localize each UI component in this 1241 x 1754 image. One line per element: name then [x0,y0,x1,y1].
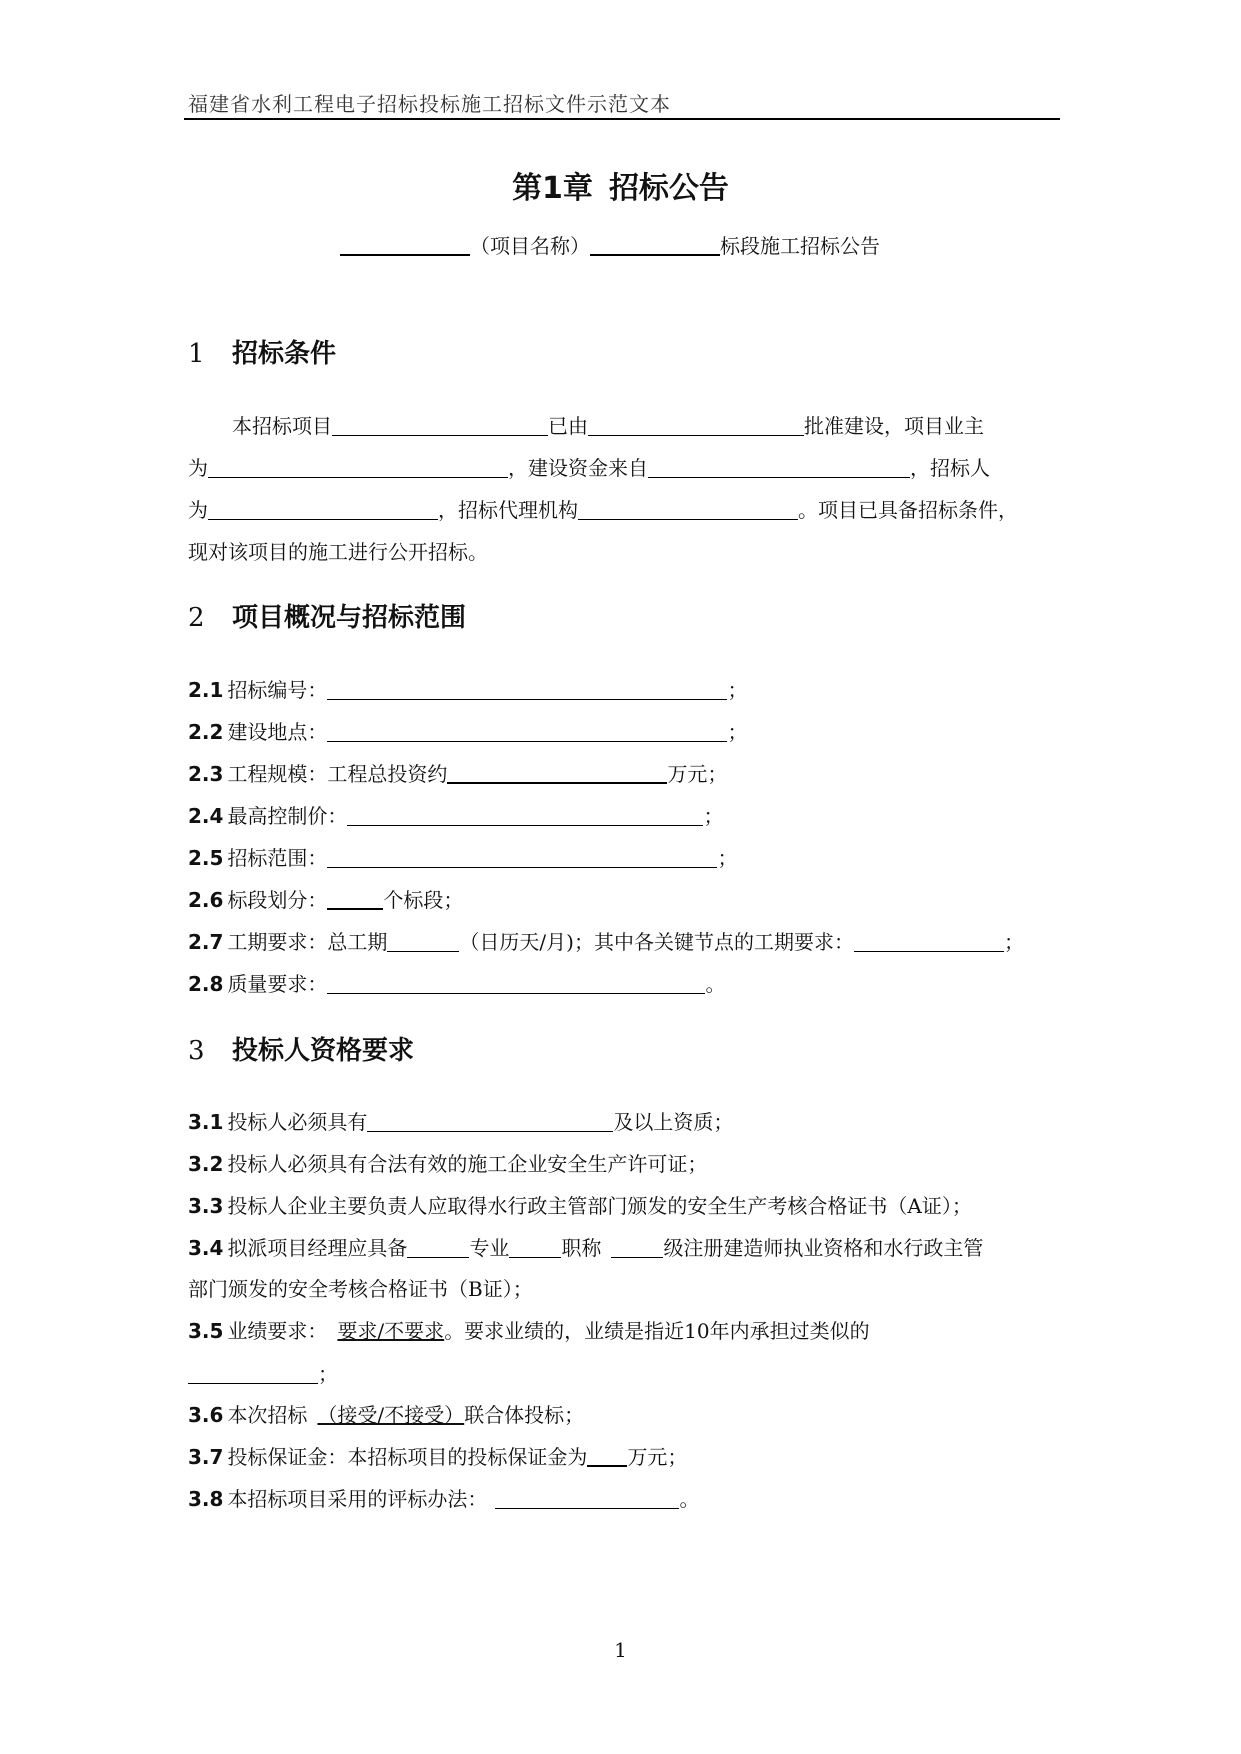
chapter-number: 第1章 [512,171,593,206]
text: 拟派项目经理应具备 [227,1236,408,1260]
blank-project-name [340,234,470,256]
blank-field [327,721,727,742]
item-label: 工期要求：总工期 [227,930,388,954]
item-number: 3.1 [188,1110,224,1134]
item-label: 质量要求： [227,972,328,996]
blank-field [495,1488,679,1509]
s1-line-1 [232,410,984,439]
section-title: 项目概况与招标范围 [232,603,467,633]
item-label: 标段划分： [227,888,328,912]
text: 。 [705,972,726,996]
item-2-7 [188,926,1024,955]
item-2-6 [188,884,463,913]
text: ； [703,804,724,828]
text: 级注册建造师执业资格和水行政主管 [663,1236,984,1260]
item-number: 2.8 [188,972,224,996]
option-text: 要求/不要求 [337,1319,445,1343]
section-title: 投标人资格要求 [232,1036,415,1066]
subtitle-project-label: （项目名称） [470,234,590,258]
blank-field [648,457,910,478]
text: 本招标项目 [232,414,332,438]
item-label: 工程规模：工程总投资约 [227,762,448,786]
item-3-3 [188,1190,972,1219]
text: 投标人企业主要负责人应取得水行政主管部门颁发的安全生产考核合格证书（A证）； [227,1194,972,1218]
text: ； [318,1362,338,1386]
item-2-3 [188,758,727,787]
blank-field [611,1237,663,1258]
text: 为 [188,456,208,480]
blank-field [588,415,804,436]
text: 个标段； [383,888,464,912]
option-text: （接受/不接受） [317,1403,465,1427]
blank-field [587,1445,627,1467]
blank-field [327,888,383,910]
blank-field [188,1363,318,1384]
item-3-8 [188,1483,699,1512]
text: 及以上资质； [613,1110,734,1134]
item-number: 2.1 [188,678,224,702]
text: 。项目已具备招标条件， [798,498,1018,522]
item-2-1 [188,674,747,703]
notice-subtitle [340,230,880,259]
item-number: 3.8 [188,1487,224,1511]
item-number: 3.4 [188,1236,224,1260]
page-number: 1 [614,1638,627,1662]
text: 。要求业绩的，业绩是指近10年内承担过类似的 [444,1319,870,1343]
item-number: 3.3 [188,1194,224,1218]
text: ； [1003,930,1024,954]
text: ，建设资金来自 [508,456,648,480]
item-number: 2.5 [188,846,224,870]
item-number: 3.2 [188,1152,224,1176]
item-label: 最高控制价： [227,804,348,828]
item-3-7 [188,1441,687,1470]
text: 联合体投标； [464,1403,585,1427]
blank-field [208,499,438,520]
blank-field [327,973,705,994]
blank-section-name [590,234,720,256]
text: ，招标代理机构 [438,498,578,522]
item-number: 3.7 [188,1445,224,1469]
item-3-1 [188,1106,733,1135]
item-number: 3.6 [188,1403,224,1427]
blank-field [208,457,508,478]
blank-field [509,1237,561,1258]
item-2-8 [188,968,725,997]
blank-field [327,679,727,700]
item-number: 3.5 [188,1319,224,1343]
s1-line-4: 现对该项目的施工进行公开招标。 [188,540,488,564]
item-3-5-cont [188,1358,338,1387]
s1-line-2 [188,452,990,481]
blank-field [347,805,703,826]
text: 投标保证金：本招标项目的投标保证金为 [227,1445,588,1469]
item-3-6 [188,1399,584,1428]
item-number: 2.2 [188,720,224,744]
text: ； [717,846,738,870]
item-3-4 [188,1232,983,1261]
text: 万元； [667,762,728,786]
section-number: 2 [188,603,205,633]
subtitle-notice-label: 标段施工招标公告 [720,234,880,258]
item-3-2 [188,1148,707,1177]
section-1-heading [188,333,336,370]
blank-field [854,931,1004,952]
item-3-5 [188,1315,870,1344]
chapter-title [0,163,1241,207]
section-2-heading [188,597,466,634]
text: 本次招标 [227,1403,308,1427]
section-3-heading [188,1030,414,1067]
text: 业绩要求： [227,1319,328,1343]
item-2-2 [188,716,747,745]
item-2-5 [188,842,737,871]
blank-field [327,847,717,868]
text: 批准建设，项目业主 [804,414,984,438]
item-label: 招标编号： [227,678,328,702]
item-number: 2.3 [188,762,224,786]
blank-field [407,1237,469,1258]
text: 为 [188,498,208,522]
blank-field [578,499,798,520]
item-number: 2.7 [188,930,224,954]
item-label: 建设地点： [227,720,328,744]
text: 投标人必须具有 [227,1110,368,1134]
item-number: 2.4 [188,804,224,828]
item-label: 招标范围： [227,846,328,870]
text: 投标人必须具有合法有效的施工企业安全生产许可证； [227,1152,708,1176]
text: 专业 [469,1236,510,1260]
blank-field [447,762,667,784]
text: （日历天/月)；其中各关键节点的工期要求： [459,930,854,954]
text: 职称 [561,1236,602,1260]
header-rule [184,118,1060,120]
running-header: 福建省水利工程电子招标投标施工招标文件示范文本 [188,92,671,116]
blank-field [332,415,548,436]
text: 已由 [548,414,588,438]
blank-field [387,931,459,952]
s1-line-3 [188,494,1018,523]
text: ； [727,678,748,702]
section-title: 招标条件 [232,339,337,369]
item-number: 2.6 [188,888,224,912]
item-2-4 [188,800,723,829]
text: ，招标人 [910,456,990,480]
item-3-4-cont: 部门颁发的安全考核合格证书（B证）； [188,1277,533,1301]
text: ； [727,720,748,744]
text: 本招标项目采用的评标办法： [227,1487,488,1511]
section-number: 1 [188,339,205,369]
section-number: 3 [188,1036,205,1066]
text: 万元； [627,1445,688,1469]
text: 。 [679,1487,700,1511]
chapter-name: 招标公告 [608,171,729,206]
blank-field [367,1111,613,1132]
